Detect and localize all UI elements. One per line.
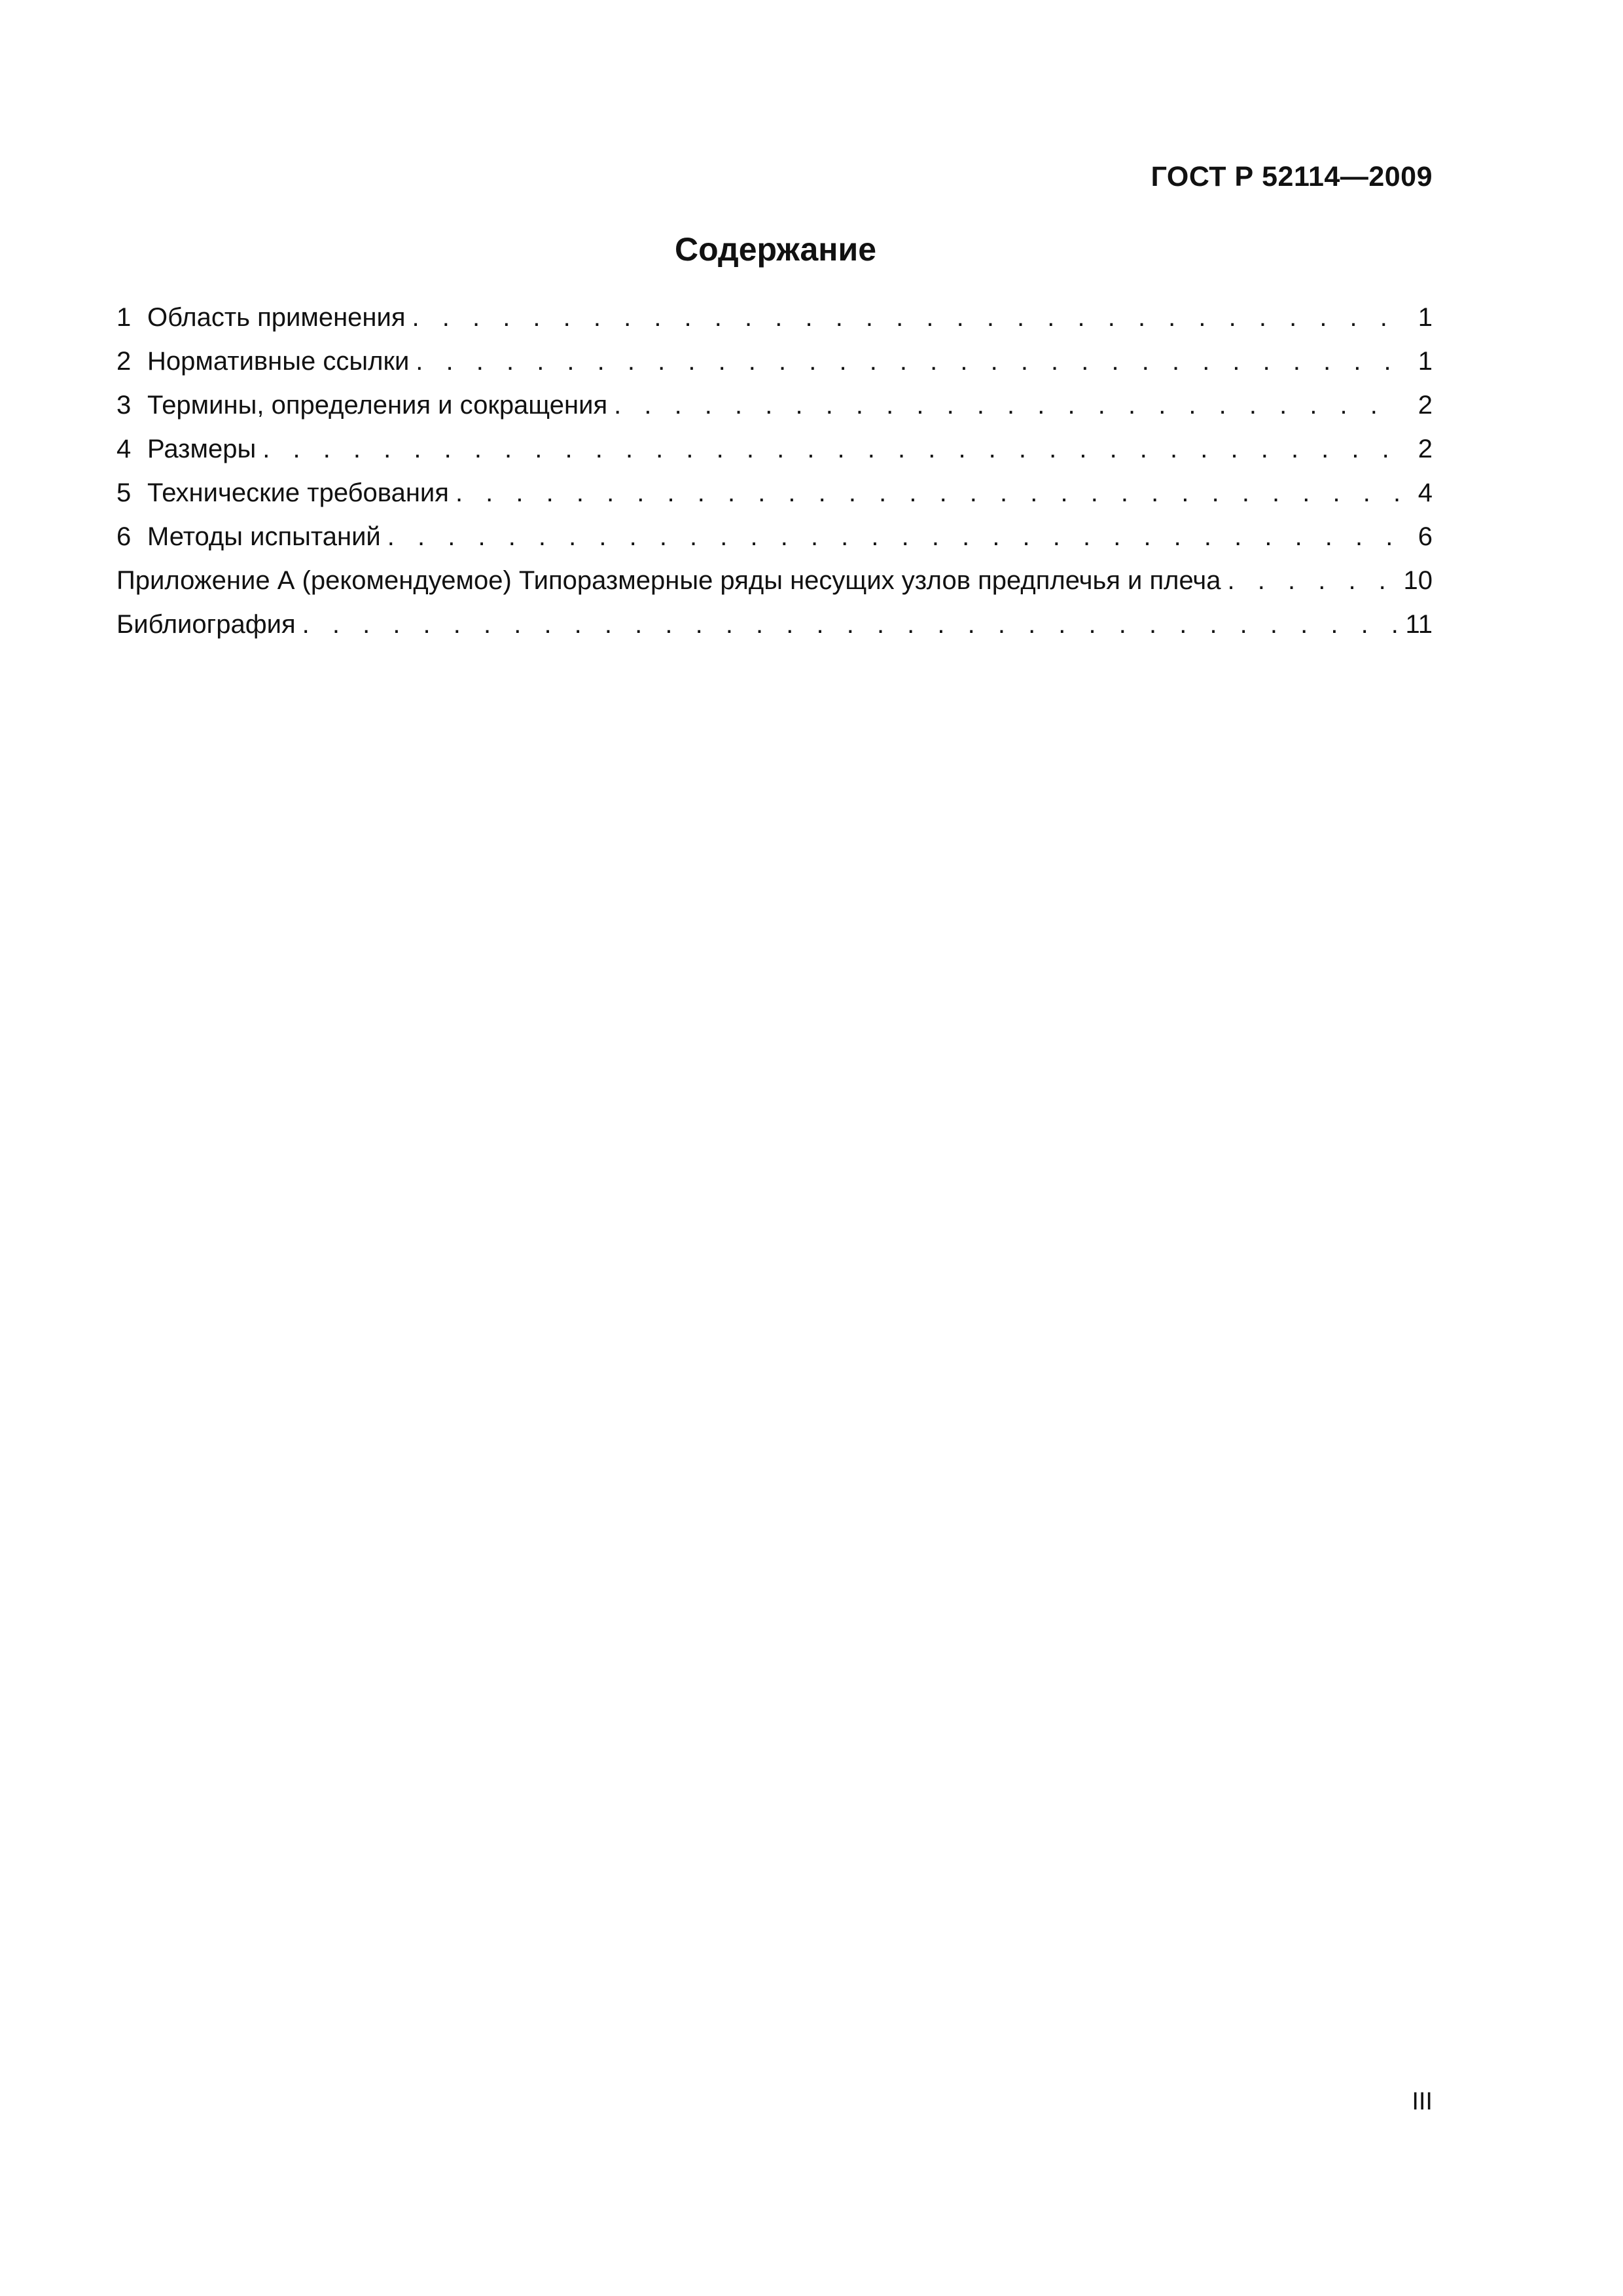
toc-entry-page: 6	[1418, 522, 1433, 551]
toc-entry-page: 2	[1418, 391, 1433, 420]
toc-entry-label: Область применения	[147, 303, 406, 332]
toc-entry-page: 1	[1418, 347, 1433, 376]
toc-entry-dimensions[interactable]	[116, 427, 1433, 471]
toc-entry-number: 1	[116, 303, 132, 332]
toc-title: Содержание	[674, 231, 877, 268]
toc-entry-number: 4	[116, 435, 132, 463]
toc-entry-page: 1	[1418, 303, 1433, 332]
toc-entry-page: 2	[1418, 435, 1433, 463]
toc-entry-label: Размеры	[147, 435, 257, 463]
toc-entry-technical-requirements[interactable]	[116, 471, 1433, 515]
toc-entry-appendix-a[interactable]	[116, 559, 1433, 603]
toc-dot-leader	[416, 340, 1401, 384]
toc-entry-number: 6	[116, 522, 132, 551]
toc-entry-label: Библиография	[116, 610, 296, 639]
toc-entry-scope[interactable]	[116, 296, 1433, 340]
table-of-contents	[116, 296, 1433, 647]
toc-dot-leader	[614, 384, 1401, 427]
toc-entry-page: 10	[1403, 566, 1433, 595]
toc-dot-leader	[387, 515, 1401, 559]
toc-dot-leader	[262, 427, 1401, 471]
document-code: ГОСТ Р 52114—2009	[1150, 161, 1433, 192]
toc-entry-label: Приложение А (рекомендуемое) Типоразмерные ряды несущих узлов предплечья и плеча	[116, 566, 1221, 595]
toc-entry-number: 5	[116, 478, 132, 507]
page-number: III	[1412, 2088, 1433, 2115]
toc-entry-label: Нормативные ссылки	[147, 347, 410, 376]
toc-entry-page: 4	[1418, 478, 1433, 507]
toc-entry-test-methods[interactable]	[116, 515, 1433, 559]
toc-entry-terms[interactable]	[116, 384, 1433, 427]
toc-entry-normative-references[interactable]	[116, 340, 1433, 384]
toc-entry-number: 3	[116, 391, 132, 420]
toc-entry-label: Термины, определения и сокращения	[147, 391, 608, 420]
toc-entry-page: 11	[1405, 610, 1433, 639]
toc-entry-bibliography[interactable]	[116, 603, 1433, 647]
toc-dot-leader	[455, 471, 1401, 515]
toc-entry-label: Методы испытаний	[147, 522, 381, 551]
toc-dot-leader	[302, 603, 1400, 647]
toc-dot-leader	[1228, 559, 1399, 603]
toc-entry-number: 2	[116, 347, 132, 376]
toc-dot-leader	[412, 296, 1401, 340]
toc-entry-label: Технические требования	[147, 478, 449, 507]
